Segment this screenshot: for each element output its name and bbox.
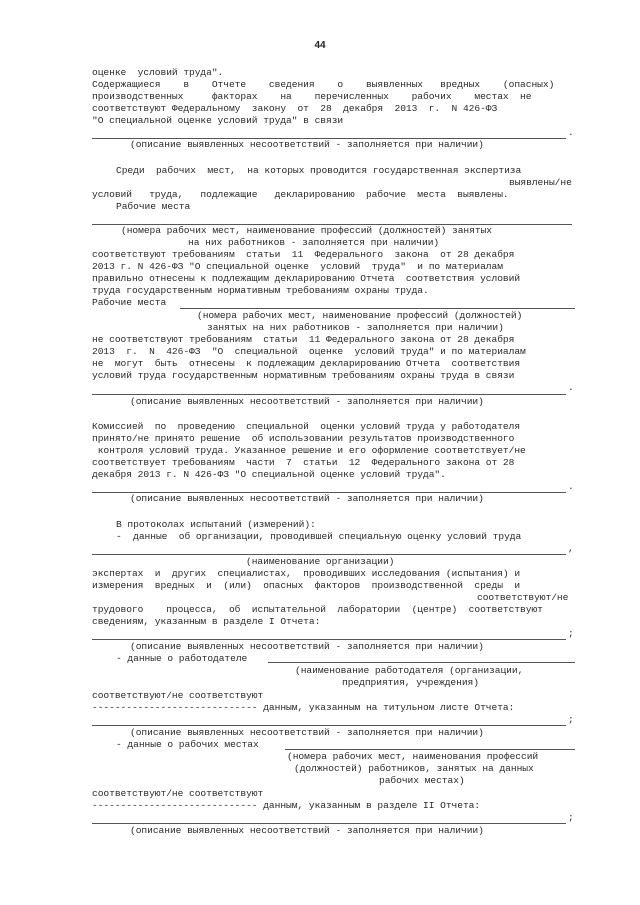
text-line: .	[568, 481, 574, 492]
text-line: ----------------------------- данным, указанным в разделе II Отчета:	[92, 800, 481, 811]
text-line: (номера рабочих мест, наименования профессий	[287, 751, 539, 762]
text-line: соответствуют/не соответствуют	[92, 690, 264, 701]
text-line: Содержащиеся в Отчете сведения о выявленных вредных (опасных)	[92, 79, 555, 90]
fill-in-line	[92, 639, 566, 640]
text-line: Комиссией по проведению специальной оценки условий труда у работодателя	[92, 421, 521, 432]
text-line: (номера рабочих мест, наименование профессий (должностей)	[197, 310, 523, 321]
fill-in-line	[92, 554, 566, 555]
text-line: оценке условий труда".	[92, 67, 224, 78]
text-line: (описание выявленных несоответствий - заполняется при наличии)	[130, 727, 484, 738]
text-line: трудового процесса, об испытательной лаборатории (центре) соответствуют	[92, 604, 543, 615]
text-line: ;	[568, 812, 574, 823]
fill-in-line	[92, 725, 566, 726]
text-line: 2013 г. N 426-ФЗ "О специальной оценке условий труда" и по материалам	[92, 261, 503, 272]
text-line: (описание выявленных несоответствий - заполняется при наличии)	[130, 139, 484, 150]
text-line: правильно отнесены к подлежащим декларированию Отчета соответствия условий	[92, 273, 521, 284]
text-line: .	[568, 127, 574, 138]
text-line: контроля условий труда. Указанное решение и его оформление соответствует/не	[92, 445, 526, 456]
text-line: (номера рабочих мест, наименование профессий (должностей) занятых	[121, 225, 492, 236]
fill-in-line	[92, 492, 566, 493]
text-line: (описание выявленных несоответствий - заполняется при наличии)	[130, 493, 484, 504]
text-line: условий труда государственным нормативным требованиям охраны труда в связи	[92, 370, 515, 381]
text-line: (описание выявленных несоответствий - заполняется при наличии)	[130, 825, 484, 836]
text-line: Рабочие места	[116, 201, 191, 212]
text-line: .	[568, 382, 574, 393]
fill-in-line	[92, 394, 566, 395]
fill-in-line	[92, 224, 572, 225]
text-line: декабря 2013 г. N 426-ФЗ "О специальной оценке условий труда".	[92, 469, 446, 480]
text-line: (описание выявленных несоответствий - заполняется при наличии)	[130, 641, 484, 652]
text-line: 2013 г. N 426-ФЗ "О специальной оценке условий труда" и по материалам	[92, 346, 526, 357]
text-line: не соответствуют требованиям статьи 11 Федерального закона от 28 декабря	[92, 334, 515, 345]
text-line: на них работников - заполняется при наличии)	[188, 237, 440, 248]
text-line: соответствуют требованиям статьи 11 Федерального закона от 28 декабря	[92, 249, 515, 260]
text-line: экспертах и других специалистах, проводивших исследования (испытания) и	[92, 568, 521, 579]
text-line: "О специальной оценке условий труда" в связи	[92, 115, 344, 126]
text-line: ----------------------------- данным, указанным на титульном листе Отчета:	[92, 702, 515, 713]
fill-in-line	[285, 749, 575, 750]
text-line: Среди рабочих мест, на которых проводится государственная экспертиза	[116, 165, 522, 176]
text-line: измерения вредных и (или) опасных факторов производственной среды и	[92, 580, 521, 591]
text-line: условий труда, подлежащие декларированию рабочие места выявлены.	[92, 189, 509, 200]
text-line: - данные об организации, проводившей специальную оценку условий труда	[116, 531, 522, 542]
text-line: принято/не принято решение об использовании результатов производственного	[92, 433, 515, 444]
text-line: - данные о работодателе	[116, 653, 248, 664]
fill-in-line	[180, 308, 575, 309]
text-line: (наименование работодателя (организации,	[295, 665, 524, 676]
text-line: предприятия, учреждения)	[342, 677, 479, 688]
page-number: 44	[314, 40, 326, 51]
text-line: ,	[568, 543, 574, 554]
text-line: занятых на них работников - заполняется при наличии)	[207, 322, 504, 333]
text-line: - данные о рабочих местах	[116, 739, 259, 750]
fill-in-line	[92, 138, 566, 139]
text-line: труда государственным нормативным требованиям охраны труда.	[92, 285, 429, 296]
text-line: ;	[568, 628, 574, 639]
text-line: сведениям, указанным в разделе I Отчета:	[92, 616, 321, 627]
text-line: соответствуют Федеральному закону от 28 декабря 2013 г. N 426-ФЗ	[92, 103, 498, 114]
text-line: соответствуют/не	[477, 592, 569, 603]
text-line: ;	[568, 714, 574, 725]
text-line: (наименование организации)	[246, 556, 395, 567]
text-line: рабочих местах)	[379, 775, 465, 786]
text-line: соответствует требованиям части 7 статьи 12 Федерального закона от 28	[92, 457, 515, 468]
text-line: В протоколах испытаний (измерений):	[116, 519, 316, 530]
text-line: (описание выявленных несоответствий - заполняется при наличии)	[130, 396, 484, 407]
text-line: (должностей) работников, занятых на данных	[294, 763, 534, 774]
text-line: соответствуют/не соответствуют	[92, 788, 264, 799]
text-line: производственных факторах на перечисленных рабочих местах не	[92, 91, 532, 102]
text-line: Рабочие места	[92, 297, 167, 308]
text-line: не могут быть отнесены к подлежащим декларированию Отчета соответствия	[92, 358, 521, 369]
text-line: выявлены/не	[509, 177, 572, 188]
fill-in-line	[268, 662, 575, 663]
fill-in-line	[92, 823, 566, 824]
